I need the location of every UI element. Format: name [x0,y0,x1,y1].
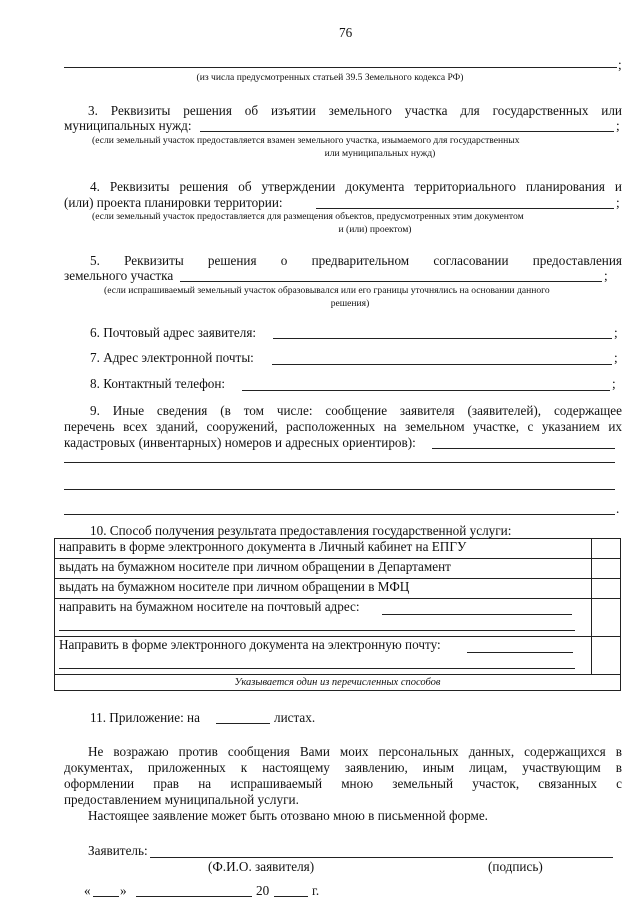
item3-note2: или муниципальных нужд) [324,148,436,159]
item7-field-line[interactable] [272,364,612,365]
item9-extra-line-3[interactable] [64,514,615,515]
item7-label: 7. Адрес электронной почты: [90,350,254,365]
postal-address-line-2[interactable] [59,630,575,631]
date-open-quote: « [84,883,91,898]
semicolon: ; [616,118,620,133]
option-row[interactable] [55,579,621,599]
fio-caption: (Ф.И.О. заявителя) [208,859,315,874]
item9-line3: кадастровых (инвентарных) номеров и адресных ориентиров): [64,435,416,450]
item11-label: 11. Приложение: на [90,710,200,725]
date-month-line[interactable] [136,896,252,897]
item3-field-line [200,131,614,132]
item10-title: 10. Способ получения результата предоставления государственной услуги: [90,523,512,538]
item9-extra-line-2[interactable] [64,489,615,490]
item11-pages-line[interactable] [216,723,270,724]
item9-line2: перечень всех зданий, сооружений, расположенных на земельном участке, с указанием их [64,419,622,434]
item9-field-line[interactable] [432,448,615,449]
item5-note1: (если испрашиваемый земельный участок образовывался или его границы уточнялись на основании данного [104,285,550,296]
option-label: направить в форме электронного документа в Личный кабинет на ЕПГУ [55,539,592,559]
consent-line1: Не возражаю против сообщения Вами моих персональных данных, содержащихся в [88,744,622,759]
item9-line1: 9. Иные сведения (в том числе: сообщение заявителя (заявителей), содержащее [90,403,622,418]
item3-line2: муниципальных нужд: [64,118,192,133]
date-year-prefix: 20 [256,883,270,898]
semicolon: ; [614,325,618,340]
option-row[interactable] [55,559,621,579]
date-year-suffix: г. [312,883,320,898]
item10-footnote: Указывается один из перечисленных способов [55,675,621,691]
option-label: Направить в форме электронного документа на электронную почту: [59,637,441,652]
item8-field-line[interactable] [242,390,610,391]
applicant-label: Заявитель: [88,843,148,858]
option-checkbox[interactable] [592,637,621,675]
email-address-line[interactable] [467,652,573,653]
item4-line1: 4. Реквизиты решения об утверждении документа территориального планирования и [90,179,622,194]
applicant-signature-line[interactable] [150,857,613,858]
item4-note1: (если земельный участок предоставляется для размещения объектов, предусмотренных этим документом [92,211,524,222]
trailing-dot: . [616,501,620,516]
date-day-line[interactable] [93,896,119,897]
item3-note1: (если земельный участок предоставляется взамен земельного участка, изымаемого для государственных [92,135,520,146]
semicolon: ; [612,376,616,391]
item3-line1: 3. Реквизиты решения об изъятии земельного участка для государственных или [88,103,622,118]
item5-note2: решения) [330,298,370,309]
email-address-line-2[interactable] [59,668,575,669]
date-year-line[interactable] [274,896,308,897]
top-note: (из числа предусмотренных статьей 39.5 Земельного кодекса РФ) [196,72,464,83]
item11-suffix: листах. [274,710,316,725]
option-label: направить на бумажном носителе на почтовый адрес: [59,599,360,614]
consent-line3: оформлении прав на испрашиваемый мною земельный участок, связанных с [64,776,622,791]
item9-extra-line-1[interactable] [64,462,615,463]
item4-line2: (или) проекта планировки территории: [64,195,283,210]
semicolon: ; [604,268,608,283]
option-row[interactable] [55,637,621,675]
option-checkbox[interactable] [592,559,621,579]
option-checkbox[interactable] [592,599,621,637]
consent-line5: Настоящее заявление может быть отозвано мною в письменной форме. [88,808,488,823]
option-label: выдать на бумажном носителе при личном обращении в Департамент [55,559,592,579]
option-label: выдать на бумажном носителе при личном обращении в МФЦ [55,579,592,599]
option-checkbox[interactable] [592,539,621,559]
delivery-options-table [54,538,621,691]
top-field-line [64,67,617,68]
item8-label: 8. Контактный телефон: [90,376,226,391]
semicolon: ; [614,350,618,365]
option-row[interactable] [55,539,621,559]
item5-field-line [180,281,602,282]
item4-field-line [316,208,614,209]
option-row[interactable] [55,599,621,637]
consent-line4: предоставлением муниципальной услуги. [64,792,299,807]
item5-line2: земельного участка [64,268,174,283]
item4-note2: и (или) проектом) [338,224,412,235]
item6-field-line[interactable] [273,338,612,339]
item5-line1: 5. Реквизиты решения о предварительном согласовании предоставления [90,253,622,268]
consent-line2: документах, приложенных к настоящему заявлению, иным лицам, участвующим в [64,760,622,775]
option-checkbox[interactable] [592,579,621,599]
postal-address-line[interactable] [382,614,572,615]
page-number: 76 [339,25,353,40]
sign-caption: (подпись) [488,859,543,874]
semicolon: ; [616,195,620,210]
item6-label: 6. Почтовый адрес заявителя: [90,325,257,340]
date-close-quote: » [120,883,127,898]
semicolon: ; [618,57,622,72]
